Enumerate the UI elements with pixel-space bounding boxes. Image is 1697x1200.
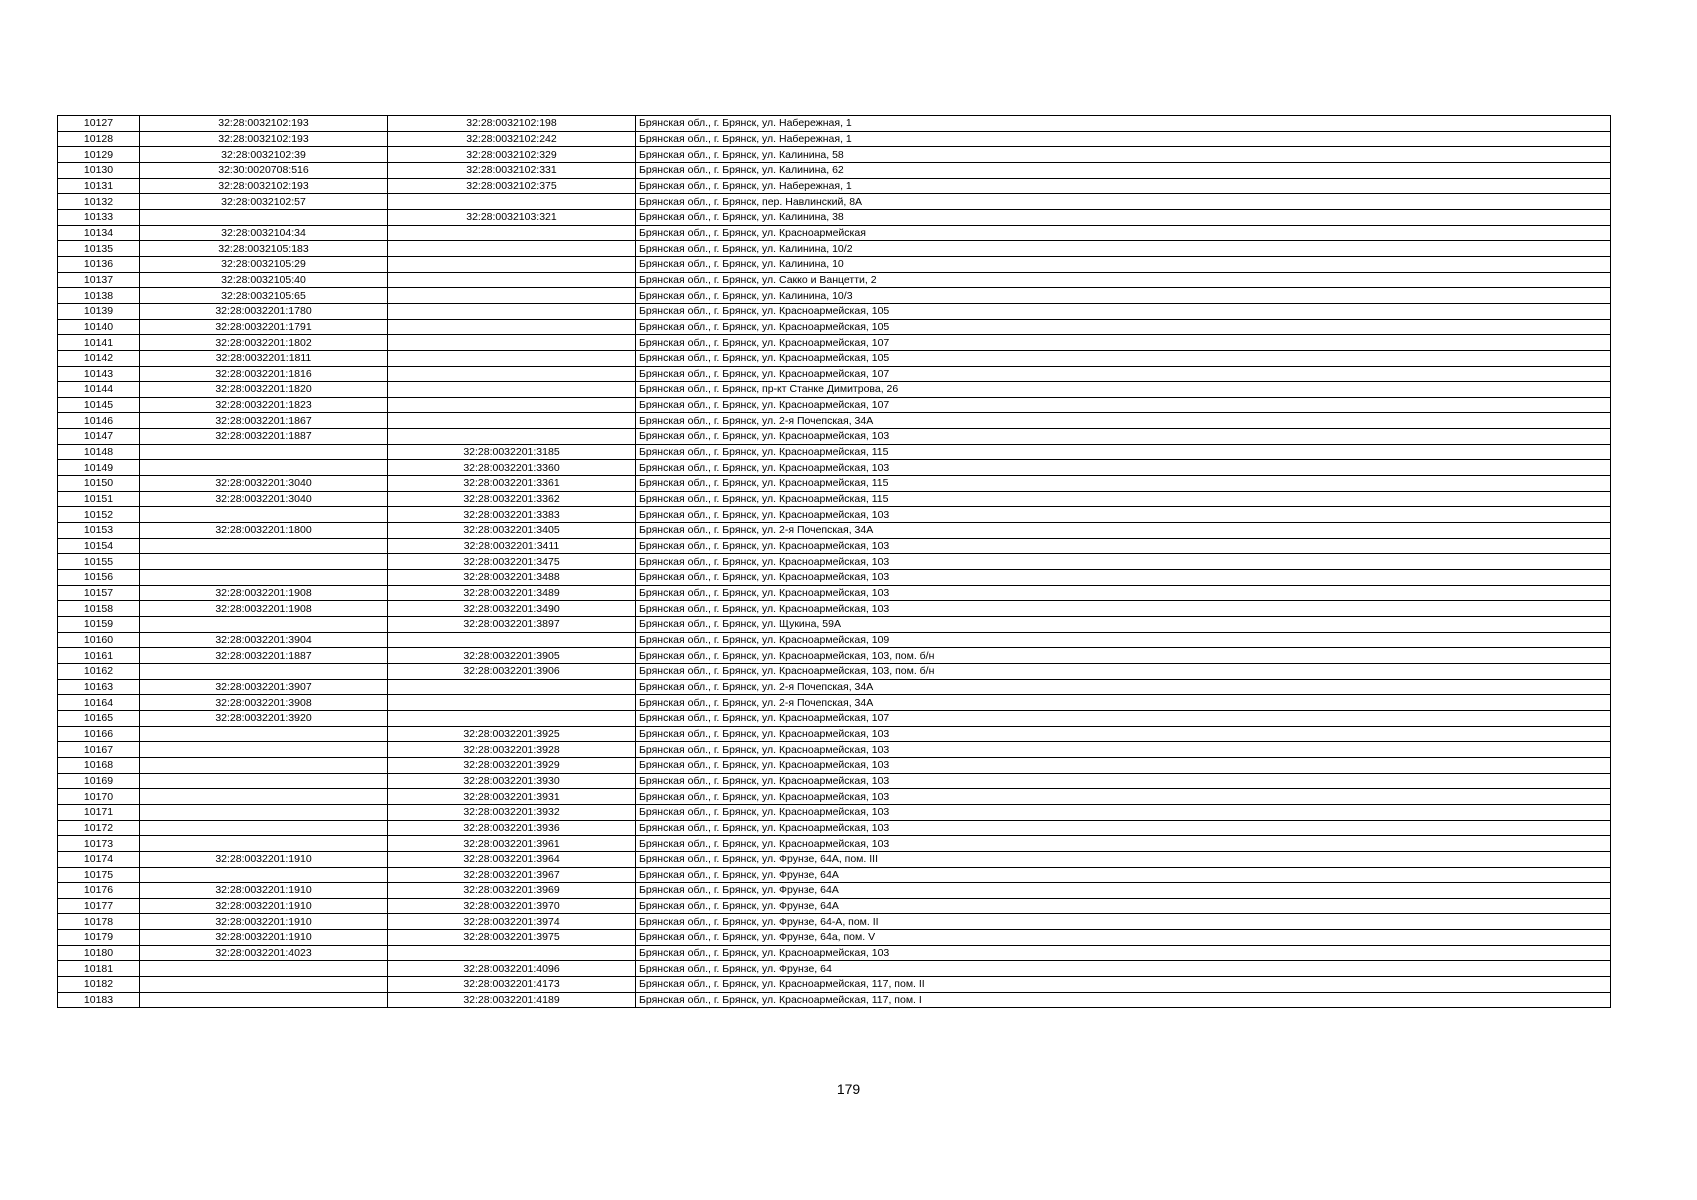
cell-address: Брянская обл., г. Брянск, ул. Фрунзе, 64А, пом. III	[636, 851, 1611, 867]
table-row	[58, 867, 1611, 883]
table-row	[58, 241, 1611, 257]
table-row	[58, 914, 1611, 930]
cell-object-cadastral-number: 32:28:0032201:3362	[388, 491, 636, 507]
cell-row-number: 10146	[58, 413, 140, 429]
cell-object-cadastral-number	[388, 366, 636, 382]
cell-parcel-cadastral-number	[140, 742, 388, 758]
registry-table-body	[58, 116, 1611, 1008]
cell-object-cadastral-number: 32:28:0032201:3975	[388, 930, 636, 946]
cell-address: Брянская обл., г. Брянск, ул. Красноармейская, 109	[636, 632, 1611, 648]
cell-row-number: 10174	[58, 851, 140, 867]
cell-row-number: 10128	[58, 131, 140, 147]
cell-address: Брянская обл., г. Брянск, ул. Красноармейская, 115	[636, 491, 1611, 507]
cell-row-number: 10141	[58, 335, 140, 351]
cell-address: Брянская обл., г. Брянск, ул. Красноармейская, 103	[636, 945, 1611, 961]
cell-parcel-cadastral-number: 32:28:0032201:1780	[140, 303, 388, 319]
table-row	[58, 601, 1611, 617]
cell-row-number: 10167	[58, 742, 140, 758]
table-row	[58, 444, 1611, 460]
table-row	[58, 209, 1611, 225]
cell-row-number: 10132	[58, 194, 140, 210]
table-row	[58, 726, 1611, 742]
cell-object-cadastral-number: 32:28:0032201:3405	[388, 523, 636, 539]
cell-object-cadastral-number	[388, 272, 636, 288]
cell-row-number: 10135	[58, 241, 140, 257]
cell-row-number: 10165	[58, 710, 140, 726]
table-row	[58, 523, 1611, 539]
cell-address: Брянская обл., г. Брянск, ул. 2-я Почепская, 34А	[636, 679, 1611, 695]
cell-row-number: 10152	[58, 507, 140, 523]
cell-object-cadastral-number	[388, 241, 636, 257]
cell-address: Брянская обл., г. Брянск, ул. Набережная, 1	[636, 131, 1611, 147]
cell-object-cadastral-number: 32:28:0032201:3475	[388, 554, 636, 570]
cell-row-number: 10138	[58, 288, 140, 304]
cell-row-number: 10164	[58, 695, 140, 711]
cell-object-cadastral-number	[388, 429, 636, 445]
table-row	[58, 256, 1611, 272]
table-row	[58, 319, 1611, 335]
cell-address: Брянская обл., г. Брянск, ул. Красноармейская, 103, пом. б/н	[636, 663, 1611, 679]
cell-parcel-cadastral-number: 32:28:0032105:40	[140, 272, 388, 288]
cell-row-number: 10136	[58, 256, 140, 272]
cell-row-number: 10156	[58, 570, 140, 586]
table-row	[58, 977, 1611, 993]
table-row	[58, 945, 1611, 961]
cell-address: Брянская обл., г. Брянск, ул. Калинина, 10/2	[636, 241, 1611, 257]
cell-object-cadastral-number: 32:28:0032201:3928	[388, 742, 636, 758]
cell-address: Брянская обл., г. Брянск, ул. Красноармейская, 115	[636, 444, 1611, 460]
table-row	[58, 429, 1611, 445]
cell-row-number: 10161	[58, 648, 140, 664]
cell-object-cadastral-number	[388, 397, 636, 413]
cell-address: Брянская обл., г. Брянск, ул. Красноармейская, 103	[636, 789, 1611, 805]
table-row	[58, 820, 1611, 836]
cell-parcel-cadastral-number: 32:28:0032201:1816	[140, 366, 388, 382]
cell-parcel-cadastral-number: 32:28:0032102:193	[140, 131, 388, 147]
cell-object-cadastral-number: 32:28:0032102:329	[388, 147, 636, 163]
cell-row-number: 10177	[58, 898, 140, 914]
table-row	[58, 131, 1611, 147]
page-number: 179	[836, 1081, 861, 1097]
cell-row-number: 10127	[58, 116, 140, 132]
cell-address: Брянская обл., г. Брянск, ул. Красноармейская, 103	[636, 554, 1611, 570]
table-row	[58, 350, 1611, 366]
cell-row-number: 10166	[58, 726, 140, 742]
cell-parcel-cadastral-number	[140, 538, 388, 554]
cell-parcel-cadastral-number	[140, 663, 388, 679]
table-row	[58, 413, 1611, 429]
cell-parcel-cadastral-number	[140, 867, 388, 883]
cell-address: Брянская обл., г. Брянск, пр-кт Станке Димитрова, 26	[636, 382, 1611, 398]
table-row	[58, 789, 1611, 805]
cell-parcel-cadastral-number: 32:28:0032201:1791	[140, 319, 388, 335]
cell-address: Брянская обл., г. Брянск, ул. Сакко и Ванцетти, 2	[636, 272, 1611, 288]
cell-row-number: 10139	[58, 303, 140, 319]
cell-object-cadastral-number: 32:28:0032201:4189	[388, 992, 636, 1008]
table-row	[58, 507, 1611, 523]
cell-row-number: 10137	[58, 272, 140, 288]
cell-object-cadastral-number	[388, 695, 636, 711]
cell-object-cadastral-number: 32:28:0032201:3964	[388, 851, 636, 867]
cell-row-number: 10163	[58, 679, 140, 695]
cell-row-number: 10129	[58, 147, 140, 163]
table-row	[58, 757, 1611, 773]
cell-address: Брянская обл., г. Брянск, ул. Красноармейская, 103	[636, 804, 1611, 820]
cell-row-number: 10170	[58, 789, 140, 805]
cell-object-cadastral-number	[388, 413, 636, 429]
table-row	[58, 930, 1611, 946]
table-row	[58, 836, 1611, 852]
cell-object-cadastral-number	[388, 256, 636, 272]
cell-address: Брянская обл., г. Брянск, ул. 2-я Почепская, 34А	[636, 523, 1611, 539]
cell-address: Брянская обл., г. Брянск, ул. Красноармейская, 103, пом. б/н	[636, 648, 1611, 664]
cell-object-cadastral-number	[388, 225, 636, 241]
cell-parcel-cadastral-number: 32:28:0032201:1823	[140, 397, 388, 413]
cell-row-number: 10153	[58, 523, 140, 539]
table-row	[58, 742, 1611, 758]
cell-object-cadastral-number: 32:28:0032201:3930	[388, 773, 636, 789]
cell-address: Брянская обл., г. Брянск, ул. Красноармейская, 103	[636, 757, 1611, 773]
cell-address: Брянская обл., г. Брянск, ул. Красноармейская, 103	[636, 836, 1611, 852]
cell-parcel-cadastral-number: 32:28:0032201:1910	[140, 883, 388, 899]
cell-parcel-cadastral-number: 32:30:0020708:516	[140, 162, 388, 178]
cell-object-cadastral-number	[388, 303, 636, 319]
table-row	[58, 476, 1611, 492]
table-row	[58, 554, 1611, 570]
cell-object-cadastral-number: 32:28:0032201:4096	[388, 961, 636, 977]
cell-row-number: 10131	[58, 178, 140, 194]
cell-object-cadastral-number: 32:28:0032102:375	[388, 178, 636, 194]
table-row	[58, 397, 1611, 413]
cell-object-cadastral-number: 32:28:0032201:3488	[388, 570, 636, 586]
table-row	[58, 366, 1611, 382]
cell-parcel-cadastral-number: 32:28:0032201:3907	[140, 679, 388, 695]
cell-object-cadastral-number: 32:28:0032201:3490	[388, 601, 636, 617]
table-row	[58, 710, 1611, 726]
cell-row-number: 10159	[58, 617, 140, 633]
cell-parcel-cadastral-number	[140, 209, 388, 225]
table-row	[58, 585, 1611, 601]
cell-parcel-cadastral-number: 32:28:0032201:1910	[140, 930, 388, 946]
table-row	[58, 178, 1611, 194]
cell-row-number: 10182	[58, 977, 140, 993]
cell-parcel-cadastral-number	[140, 773, 388, 789]
cell-row-number: 10149	[58, 460, 140, 476]
table-row	[58, 617, 1611, 633]
cell-object-cadastral-number: 32:28:0032201:3929	[388, 757, 636, 773]
cell-parcel-cadastral-number: 32:28:0032201:1867	[140, 413, 388, 429]
cell-object-cadastral-number: 32:28:0032201:3489	[388, 585, 636, 601]
cell-parcel-cadastral-number	[140, 961, 388, 977]
cell-parcel-cadastral-number	[140, 804, 388, 820]
cell-object-cadastral-number: 32:28:0032201:3925	[388, 726, 636, 742]
cell-object-cadastral-number	[388, 382, 636, 398]
cell-address: Брянская обл., г. Брянск, ул. Калинина, 62	[636, 162, 1611, 178]
cell-parcel-cadastral-number: 32:28:0032201:3908	[140, 695, 388, 711]
cell-parcel-cadastral-number	[140, 836, 388, 852]
cell-address: Брянская обл., г. Брянск, ул. Красноармейская, 103	[636, 429, 1611, 445]
cell-row-number: 10180	[58, 945, 140, 961]
cell-parcel-cadastral-number: 32:28:0032102:193	[140, 116, 388, 132]
cell-address: Брянская обл., г. Брянск, ул. Красноармейская, 103	[636, 460, 1611, 476]
cell-row-number: 10172	[58, 820, 140, 836]
cell-object-cadastral-number: 32:28:0032201:3936	[388, 820, 636, 836]
table-row	[58, 491, 1611, 507]
cell-address: Брянская обл., г. Брянск, ул. Красноармейская, 105	[636, 350, 1611, 366]
cell-address: Брянская обл., г. Брянск, ул. Красноармейская, 105	[636, 303, 1611, 319]
cell-parcel-cadastral-number	[140, 977, 388, 993]
table-row	[58, 773, 1611, 789]
cell-parcel-cadastral-number: 32:28:0032201:1908	[140, 601, 388, 617]
cell-row-number: 10179	[58, 930, 140, 946]
cell-address: Брянская обл., г. Брянск, ул. Красноармейская, 103	[636, 585, 1611, 601]
cell-parcel-cadastral-number: 32:28:0032105:29	[140, 256, 388, 272]
cell-address: Брянская обл., г. Брянск, ул. Фрунзе, 64А	[636, 883, 1611, 899]
cell-parcel-cadastral-number	[140, 757, 388, 773]
cell-row-number: 10183	[58, 992, 140, 1008]
cell-object-cadastral-number: 32:28:0032201:3967	[388, 867, 636, 883]
table-row	[58, 851, 1611, 867]
cell-parcel-cadastral-number: 32:28:0032105:65	[140, 288, 388, 304]
cell-parcel-cadastral-number	[140, 789, 388, 805]
cell-address: Брянская обл., г. Брянск, ул. Красноармейская, 115	[636, 476, 1611, 492]
cell-object-cadastral-number: 32:28:0032201:3974	[388, 914, 636, 930]
cell-address: Брянская обл., г. Брянск, ул. Красноармейская, 103	[636, 726, 1611, 742]
cell-address: Брянская обл., г. Брянск, ул. Красноармейская	[636, 225, 1611, 241]
cell-parcel-cadastral-number: 32:28:0032201:3904	[140, 632, 388, 648]
table-row	[58, 570, 1611, 586]
table-row	[58, 992, 1611, 1008]
cell-row-number: 10178	[58, 914, 140, 930]
cell-row-number: 10143	[58, 366, 140, 382]
cell-object-cadastral-number: 32:28:0032201:3961	[388, 836, 636, 852]
cell-address: Брянская обл., г. Брянск, ул. Калинина, 58	[636, 147, 1611, 163]
cell-address: Брянская обл., г. Брянск, ул. Красноармейская, 103	[636, 742, 1611, 758]
table-row	[58, 335, 1611, 351]
cell-parcel-cadastral-number	[140, 507, 388, 523]
table-row	[58, 961, 1611, 977]
cell-object-cadastral-number: 32:28:0032102:242	[388, 131, 636, 147]
cell-address: Брянская обл., г. Брянск, ул. Красноармейская, 103	[636, 507, 1611, 523]
cell-parcel-cadastral-number	[140, 444, 388, 460]
cell-address: Брянская обл., г. Брянск, пер. Навлинский, 8А	[636, 194, 1611, 210]
table-row	[58, 460, 1611, 476]
cell-row-number: 10176	[58, 883, 140, 899]
cell-address: Брянская обл., г. Брянск, ул. Фрунзе, 64	[636, 961, 1611, 977]
table-row	[58, 162, 1611, 178]
cell-object-cadastral-number	[388, 710, 636, 726]
table-row	[58, 538, 1611, 554]
cell-object-cadastral-number	[388, 194, 636, 210]
cell-address: Брянская обл., г. Брянск, ул. Красноармейская, 103	[636, 538, 1611, 554]
cell-address: Брянская обл., г. Брянск, ул. Красноармейская, 107	[636, 397, 1611, 413]
cell-parcel-cadastral-number: 32:28:0032102:57	[140, 194, 388, 210]
cell-parcel-cadastral-number: 32:28:0032201:1802	[140, 335, 388, 351]
cell-row-number: 10148	[58, 444, 140, 460]
cell-object-cadastral-number	[388, 288, 636, 304]
cell-object-cadastral-number: 32:28:0032201:3931	[388, 789, 636, 805]
table-row	[58, 632, 1611, 648]
table-row	[58, 225, 1611, 241]
cell-row-number: 10173	[58, 836, 140, 852]
cell-object-cadastral-number: 32:28:0032103:321	[388, 209, 636, 225]
cell-object-cadastral-number: 32:28:0032201:3906	[388, 663, 636, 679]
cell-row-number: 10144	[58, 382, 140, 398]
cell-row-number: 10158	[58, 601, 140, 617]
cell-row-number: 10181	[58, 961, 140, 977]
cell-address: Брянская обл., г. Брянск, ул. Красноармейская, 107	[636, 335, 1611, 351]
table-row	[58, 272, 1611, 288]
cell-row-number: 10151	[58, 491, 140, 507]
cell-object-cadastral-number	[388, 335, 636, 351]
cell-address: Брянская обл., г. Брянск, ул. Фрунзе, 64А	[636, 898, 1611, 914]
cell-row-number: 10160	[58, 632, 140, 648]
cell-address: Брянская обл., г. Брянск, ул. Набережная, 1	[636, 116, 1611, 132]
cell-address: Брянская обл., г. Брянск, ул. Набережная, 1	[636, 178, 1611, 194]
cell-object-cadastral-number: 32:28:0032201:3932	[388, 804, 636, 820]
cell-parcel-cadastral-number: 32:28:0032201:1800	[140, 523, 388, 539]
cell-parcel-cadastral-number: 32:28:0032201:3920	[140, 710, 388, 726]
registry-table	[57, 115, 1611, 1008]
cell-parcel-cadastral-number	[140, 617, 388, 633]
cell-parcel-cadastral-number	[140, 460, 388, 476]
table-row	[58, 898, 1611, 914]
cell-row-number: 10150	[58, 476, 140, 492]
cell-parcel-cadastral-number: 32:28:0032201:1887	[140, 648, 388, 664]
cell-object-cadastral-number: 32:28:0032201:3361	[388, 476, 636, 492]
cell-row-number: 10162	[58, 663, 140, 679]
cell-row-number: 10145	[58, 397, 140, 413]
cell-address: Брянская обл., г. Брянск, ул. Калинина, 38	[636, 209, 1611, 225]
cell-parcel-cadastral-number	[140, 992, 388, 1008]
cell-object-cadastral-number: 32:28:0032201:3411	[388, 538, 636, 554]
table-row	[58, 288, 1611, 304]
cell-parcel-cadastral-number: 32:28:0032201:1910	[140, 914, 388, 930]
cell-address: Брянская обл., г. Брянск, ул. Щукина, 59А	[636, 617, 1611, 633]
cell-parcel-cadastral-number	[140, 726, 388, 742]
table-row	[58, 663, 1611, 679]
cell-parcel-cadastral-number: 32:28:0032105:183	[140, 241, 388, 257]
table-row	[58, 883, 1611, 899]
table-row	[58, 695, 1611, 711]
table-row	[58, 116, 1611, 132]
cell-parcel-cadastral-number: 32:28:0032201:1908	[140, 585, 388, 601]
cell-object-cadastral-number: 32:28:0032201:3360	[388, 460, 636, 476]
cell-row-number: 10140	[58, 319, 140, 335]
cell-address: Брянская обл., г. Брянск, ул. Калинина, 10/3	[636, 288, 1611, 304]
cell-parcel-cadastral-number: 32:28:0032201:1887	[140, 429, 388, 445]
table-row	[58, 194, 1611, 210]
cell-parcel-cadastral-number: 32:28:0032201:1910	[140, 851, 388, 867]
cell-row-number: 10171	[58, 804, 140, 820]
cell-row-number: 10169	[58, 773, 140, 789]
cell-row-number: 10155	[58, 554, 140, 570]
cell-row-number: 10134	[58, 225, 140, 241]
cell-row-number: 10147	[58, 429, 140, 445]
cell-address: Брянская обл., г. Брянск, ул. Красноармейская, 103	[636, 570, 1611, 586]
cell-address: Брянская обл., г. Брянск, ул. Красноармейская, 107	[636, 366, 1611, 382]
cell-object-cadastral-number: 32:28:0032201:3185	[388, 444, 636, 460]
cell-parcel-cadastral-number	[140, 570, 388, 586]
cell-row-number: 10142	[58, 350, 140, 366]
cell-object-cadastral-number: 32:28:0032201:3383	[388, 507, 636, 523]
cell-parcel-cadastral-number: 32:28:0032104:34	[140, 225, 388, 241]
cell-address: Брянская обл., г. Брянск, ул. Красноармейская, 103	[636, 773, 1611, 789]
cell-address: Брянская обл., г. Брянск, ул. Красноармейская, 117, пом. I	[636, 992, 1611, 1008]
cell-parcel-cadastral-number: 32:28:0032201:3040	[140, 476, 388, 492]
cell-parcel-cadastral-number: 32:28:0032102:39	[140, 147, 388, 163]
cell-parcel-cadastral-number	[140, 554, 388, 570]
cell-object-cadastral-number: 32:28:0032201:3969	[388, 883, 636, 899]
cell-row-number: 10133	[58, 209, 140, 225]
table-row	[58, 679, 1611, 695]
cell-object-cadastral-number	[388, 679, 636, 695]
cell-address: Брянская обл., г. Брянск, ул. Красноармейская, 117, пом. II	[636, 977, 1611, 993]
cell-object-cadastral-number: 32:28:0032201:3897	[388, 617, 636, 633]
cell-object-cadastral-number	[388, 350, 636, 366]
cell-object-cadastral-number: 32:28:0032201:3970	[388, 898, 636, 914]
cell-address: Брянская обл., г. Брянск, ул. Фрунзе, 64-А, пом. II	[636, 914, 1611, 930]
table-row	[58, 804, 1611, 820]
cell-object-cadastral-number: 32:28:0032201:3905	[388, 648, 636, 664]
cell-address: Брянская обл., г. Брянск, ул. Красноармейская, 107	[636, 710, 1611, 726]
cell-object-cadastral-number	[388, 945, 636, 961]
cell-row-number: 10130	[58, 162, 140, 178]
cell-address: Брянская обл., г. Брянск, ул. 2-я Почепская, 34А	[636, 695, 1611, 711]
cell-parcel-cadastral-number: 32:28:0032201:1811	[140, 350, 388, 366]
cell-parcel-cadastral-number: 32:28:0032201:3040	[140, 491, 388, 507]
cell-object-cadastral-number: 32:28:0032102:331	[388, 162, 636, 178]
cell-address: Брянская обл., г. Брянск, ул. Фрунзе, 64А	[636, 867, 1611, 883]
cell-address: Брянская обл., г. Брянск, ул. Фрунзе, 64а, пом. V	[636, 930, 1611, 946]
cell-row-number: 10154	[58, 538, 140, 554]
cell-address: Брянская обл., г. Брянск, ул. Красноармейская, 105	[636, 319, 1611, 335]
cell-address: Брянская обл., г. Брянск, ул. Калинина, 10	[636, 256, 1611, 272]
cell-object-cadastral-number: 32:28:0032201:4173	[388, 977, 636, 993]
cell-parcel-cadastral-number: 32:28:0032201:1910	[140, 898, 388, 914]
cell-object-cadastral-number: 32:28:0032102:198	[388, 116, 636, 132]
cell-address: Брянская обл., г. Брянск, ул. 2-я Почепская, 34А	[636, 413, 1611, 429]
cell-object-cadastral-number	[388, 632, 636, 648]
table-row	[58, 648, 1611, 664]
cell-address: Брянская обл., г. Брянск, ул. Красноармейская, 103	[636, 820, 1611, 836]
cell-row-number: 10175	[58, 867, 140, 883]
cell-parcel-cadastral-number	[140, 820, 388, 836]
table-row	[58, 303, 1611, 319]
table-row	[58, 382, 1611, 398]
cell-address: Брянская обл., г. Брянск, ул. Красноармейская, 103	[636, 601, 1611, 617]
cell-parcel-cadastral-number: 32:28:0032102:193	[140, 178, 388, 194]
cell-row-number: 10157	[58, 585, 140, 601]
cell-object-cadastral-number	[388, 319, 636, 335]
table-row	[58, 147, 1611, 163]
cell-parcel-cadastral-number: 32:28:0032201:4023	[140, 945, 388, 961]
cell-row-number: 10168	[58, 757, 140, 773]
cell-parcel-cadastral-number: 32:28:0032201:1820	[140, 382, 388, 398]
